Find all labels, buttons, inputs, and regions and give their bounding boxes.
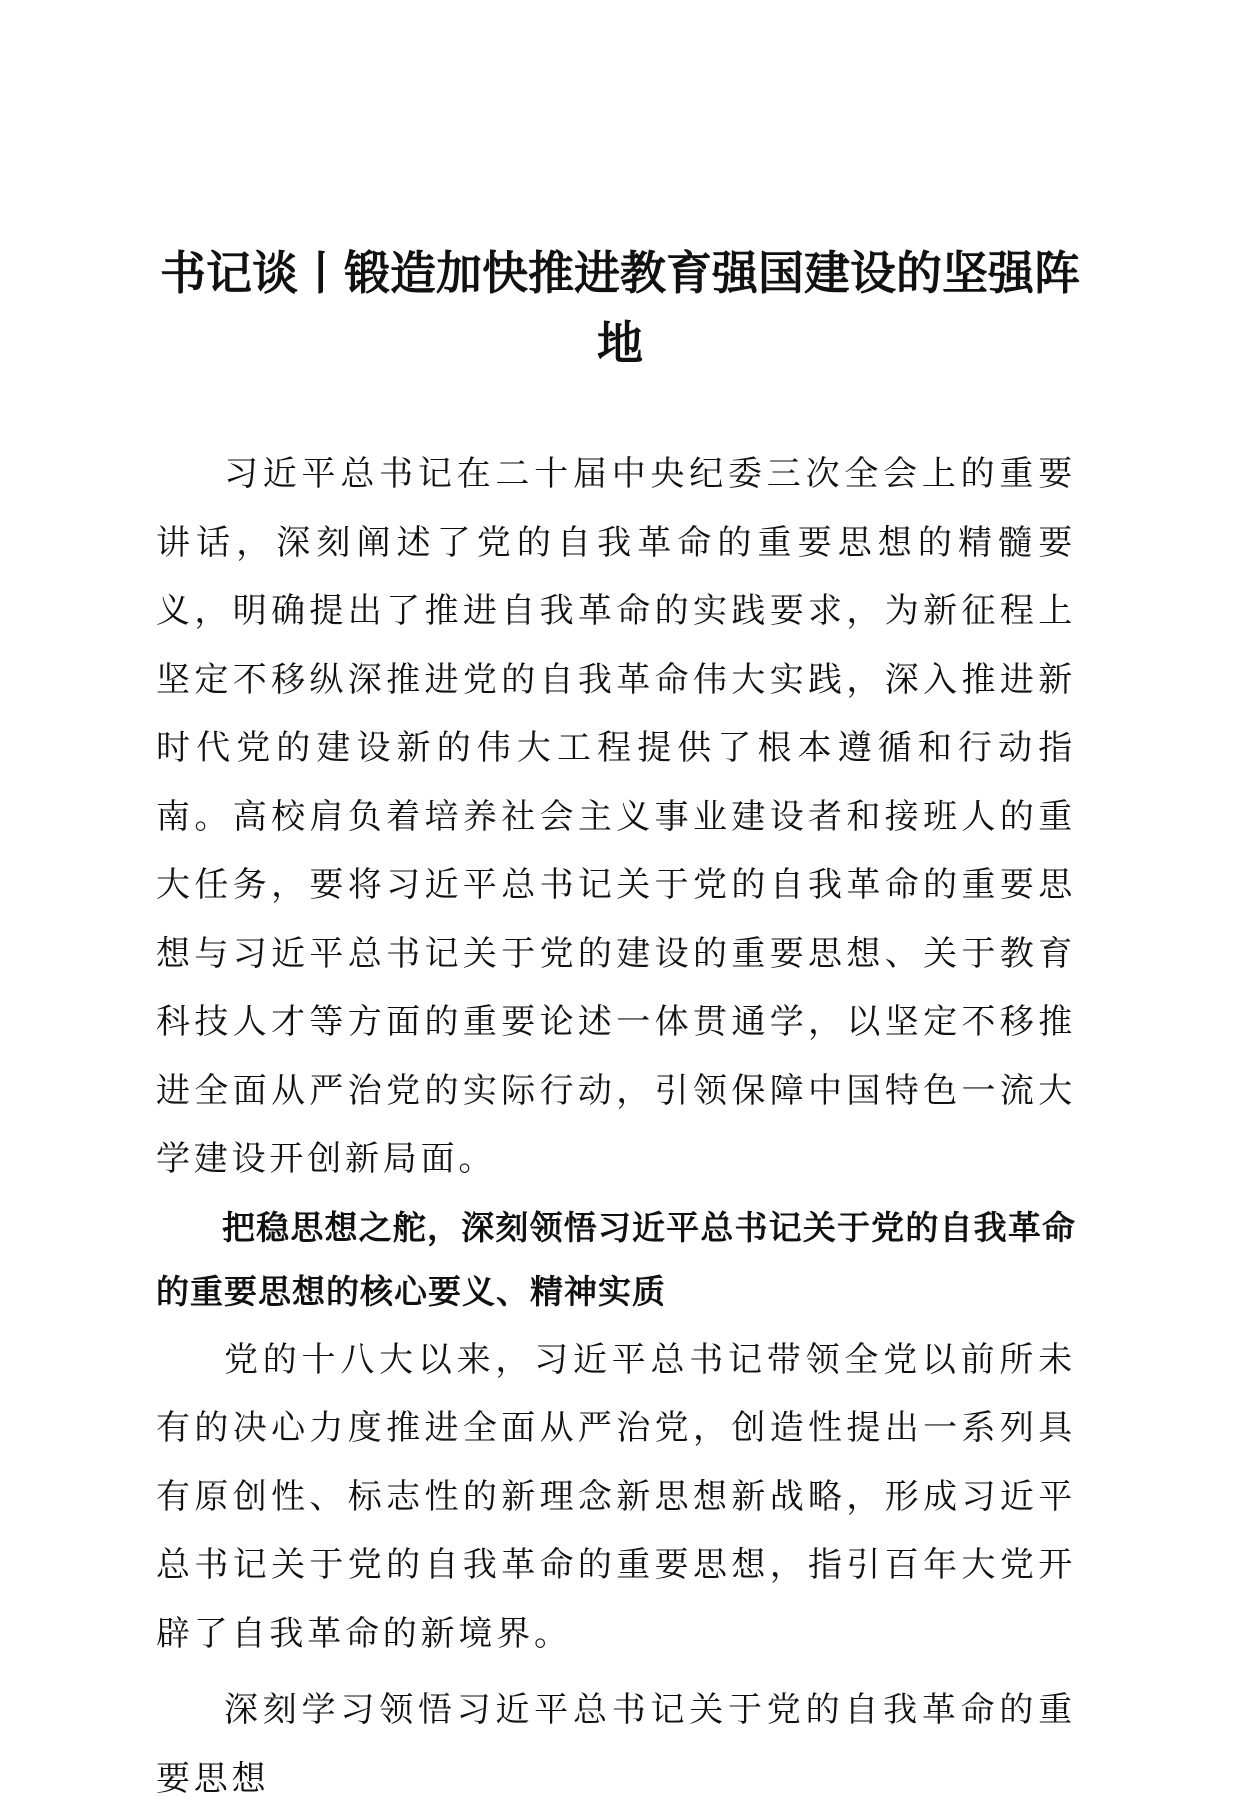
document-body — [156, 440, 1076, 1813]
body-paragraph: 深刻学习领悟习近平总书记关于党的自我革命的重要思想 — [156, 1690, 1076, 1799]
body-paragraph: 党的十八大以来，习近平总书记带领全党以前所未有的决心力度推进全面从严治党，创造性提出一系列具有原创性、标志性的新理念新思想新战略，形成习近平总书记关于党的自我革命的重要思想，指引百年大党开辟了自我革命的新境界。 — [156, 1339, 1076, 1654]
section-heading: 把稳思想之舵，深刻领悟习近平总书记关于党的自我革命的重要思想的核心要义、精神实质 — [156, 1207, 1076, 1311]
document-title: 书记谈丨锻造加快推进教育强国建设的坚强阵地 — [160, 246, 1080, 370]
intro-paragraph: 习近平总书记在二十届中央纪委三次全会上的重要讲话，深刻阐述了党的自我革命的重要思想的精髓要义，明确提出了推进自我革命的实践要求，为新征程上坚定不移纵深推进党的自我革命伟大实践，深入推进新时代党的建设新的伟大工程提供了根本遵循和行动指南。高校肩负着培养社会主义事业建设者和接班人的重大任务，要将习近平总书记关于党的自我革命的重要思想与习近平总书记关于党的建设的重要思想、关于教育科技人才等方面的重要论述一体贯通学，以坚定不移推进全面从严治党的实际行动，引领保障中国特色一流大学建设开创新局面。 — [156, 454, 1076, 1179]
spacer — [156, 1668, 1076, 1676]
